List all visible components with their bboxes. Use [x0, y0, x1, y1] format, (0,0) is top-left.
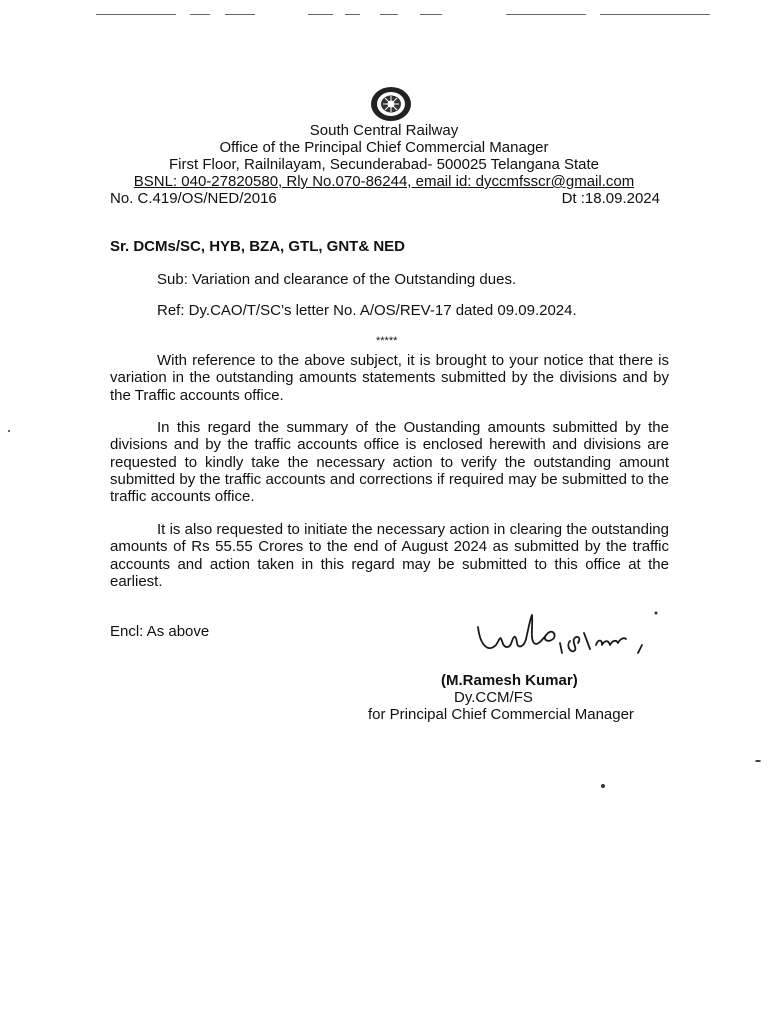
paragraph-text: In this regard the summary of the Oustanding amounts submitted by the divisions and by the traffic accounts office is enclosed herewith and divisions are requested to kindly take the necessary action to verify the outstanding amount submitted by the traffic accounts and corrections if required may be submitted to the traffic accounts office. [110, 419, 669, 506]
scan-artifact [380, 14, 398, 15]
scan-artifact [96, 14, 176, 15]
letter-date: Dt :18.09.2024 [561, 190, 660, 207]
separator: ***** [376, 335, 398, 347]
signer-for-line: for Principal Chief Commercial Manager [368, 706, 634, 723]
contact-line: BSNL: 040-27820580, Rly No.070-86244, email id: dyccmfsscr@gmail.com [133, 173, 635, 190]
scan-artifact [308, 14, 333, 15]
body-paragraph [110, 521, 669, 590]
scan-speck [8, 430, 10, 432]
scan-artifact [345, 14, 360, 15]
handwritten-signature [470, 605, 670, 667]
reference-line: Ref: Dy.CAO/T/SC’s letter No. A/OS/REV-17 dated 09.09.2024. [157, 302, 577, 319]
railway-emblem-icon [369, 85, 413, 123]
enclosure-note: Encl: As above [110, 623, 210, 640]
scan-speck [601, 784, 605, 788]
office-address: First Floor, Railnilayam, Secunderabad- 500025 Telangana State [169, 156, 599, 173]
scan-artifact [225, 14, 255, 15]
scan-artifact [420, 14, 442, 15]
subject-line: Sub: Variation and clearance of the Outstanding dues. [157, 271, 517, 288]
scan-artifact [506, 14, 586, 15]
body-paragraph [110, 419, 669, 505]
paragraph-text: It is also requested to initiate the necessary action in clearing the outstanding amounts of Rs 55.55 Crores to the end of August 2024 as submitted by the traffic accounts and action taken in this regard may be submitted to this office at the earliest. [110, 521, 669, 590]
letter-number: No. C.419/OS/NED/2016 [110, 190, 277, 207]
org-name: South Central Railway [309, 122, 459, 139]
scan-speck [755, 760, 761, 762]
body-paragraph [110, 352, 669, 404]
signer-designation: Dy.CCM/FS [454, 689, 533, 706]
scan-artifact [600, 14, 710, 15]
signer-name: (M.Ramesh Kumar) [441, 672, 578, 689]
paragraph-text: With reference to the above subject, it is brought to your notice that there is variation in the outstanding amounts statements submitted by the divisions and by the Traffic accounts office. [110, 352, 669, 404]
addressee: Sr. DCMs/SC, HYB, BZA, GTL, GNT& NED [110, 238, 406, 255]
scan-artifact [190, 14, 210, 15]
office-name: Office of the Principal Chief Commercial Manager [219, 139, 549, 156]
